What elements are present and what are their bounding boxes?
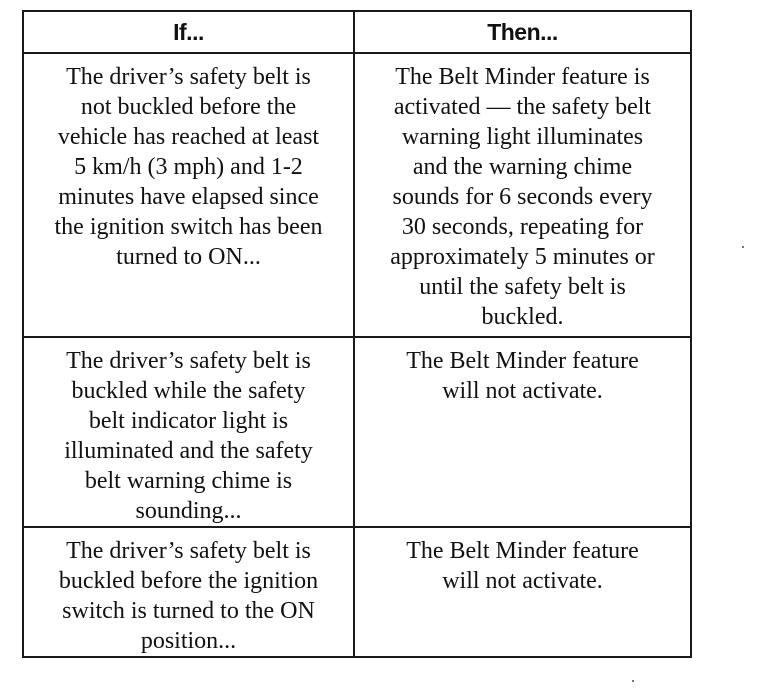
then-text: The Belt Minder feature is activated — the safety belt warning light illuminates and the warning chime sounds for 6 seconds every 30 seconds, repeating for approximately 5 minutes or until the safety belt is buckled.	[390, 64, 655, 330]
if-cell	[23, 527, 354, 657]
if-cell	[23, 337, 354, 527]
then-cell	[354, 53, 691, 337]
table-row	[23, 527, 691, 657]
table-row	[23, 53, 691, 337]
if-cell	[23, 53, 354, 337]
header-if: If...	[23, 11, 354, 53]
scan-speck	[632, 680, 634, 682]
then-cell	[354, 527, 691, 657]
table-row	[23, 337, 691, 527]
if-text: The driver’s safety belt is buckled before the ignition switch is turned to the ON position...	[58, 538, 319, 654]
then-cell	[354, 337, 691, 527]
then-text: The Belt Minder feature will not activate.	[406, 538, 639, 594]
if-text: The driver’s safety belt is buckled while the safety belt indicator light is illuminated and the safety belt warning chime is sounding...	[64, 348, 313, 524]
belt-minder-table-container	[22, 10, 690, 658]
belt-minder-table	[22, 10, 692, 658]
table-header-row	[23, 11, 691, 53]
then-text: The Belt Minder feature will not activate.	[406, 348, 639, 404]
scan-speck	[742, 246, 744, 248]
if-text: The driver’s safety belt is not buckled before the vehicle has reached at least 5 km/h (3 mph) and 1-2 minutes have elapsed since the ignition switch has been turned to ON...	[54, 64, 323, 270]
header-then: Then...	[354, 11, 691, 53]
